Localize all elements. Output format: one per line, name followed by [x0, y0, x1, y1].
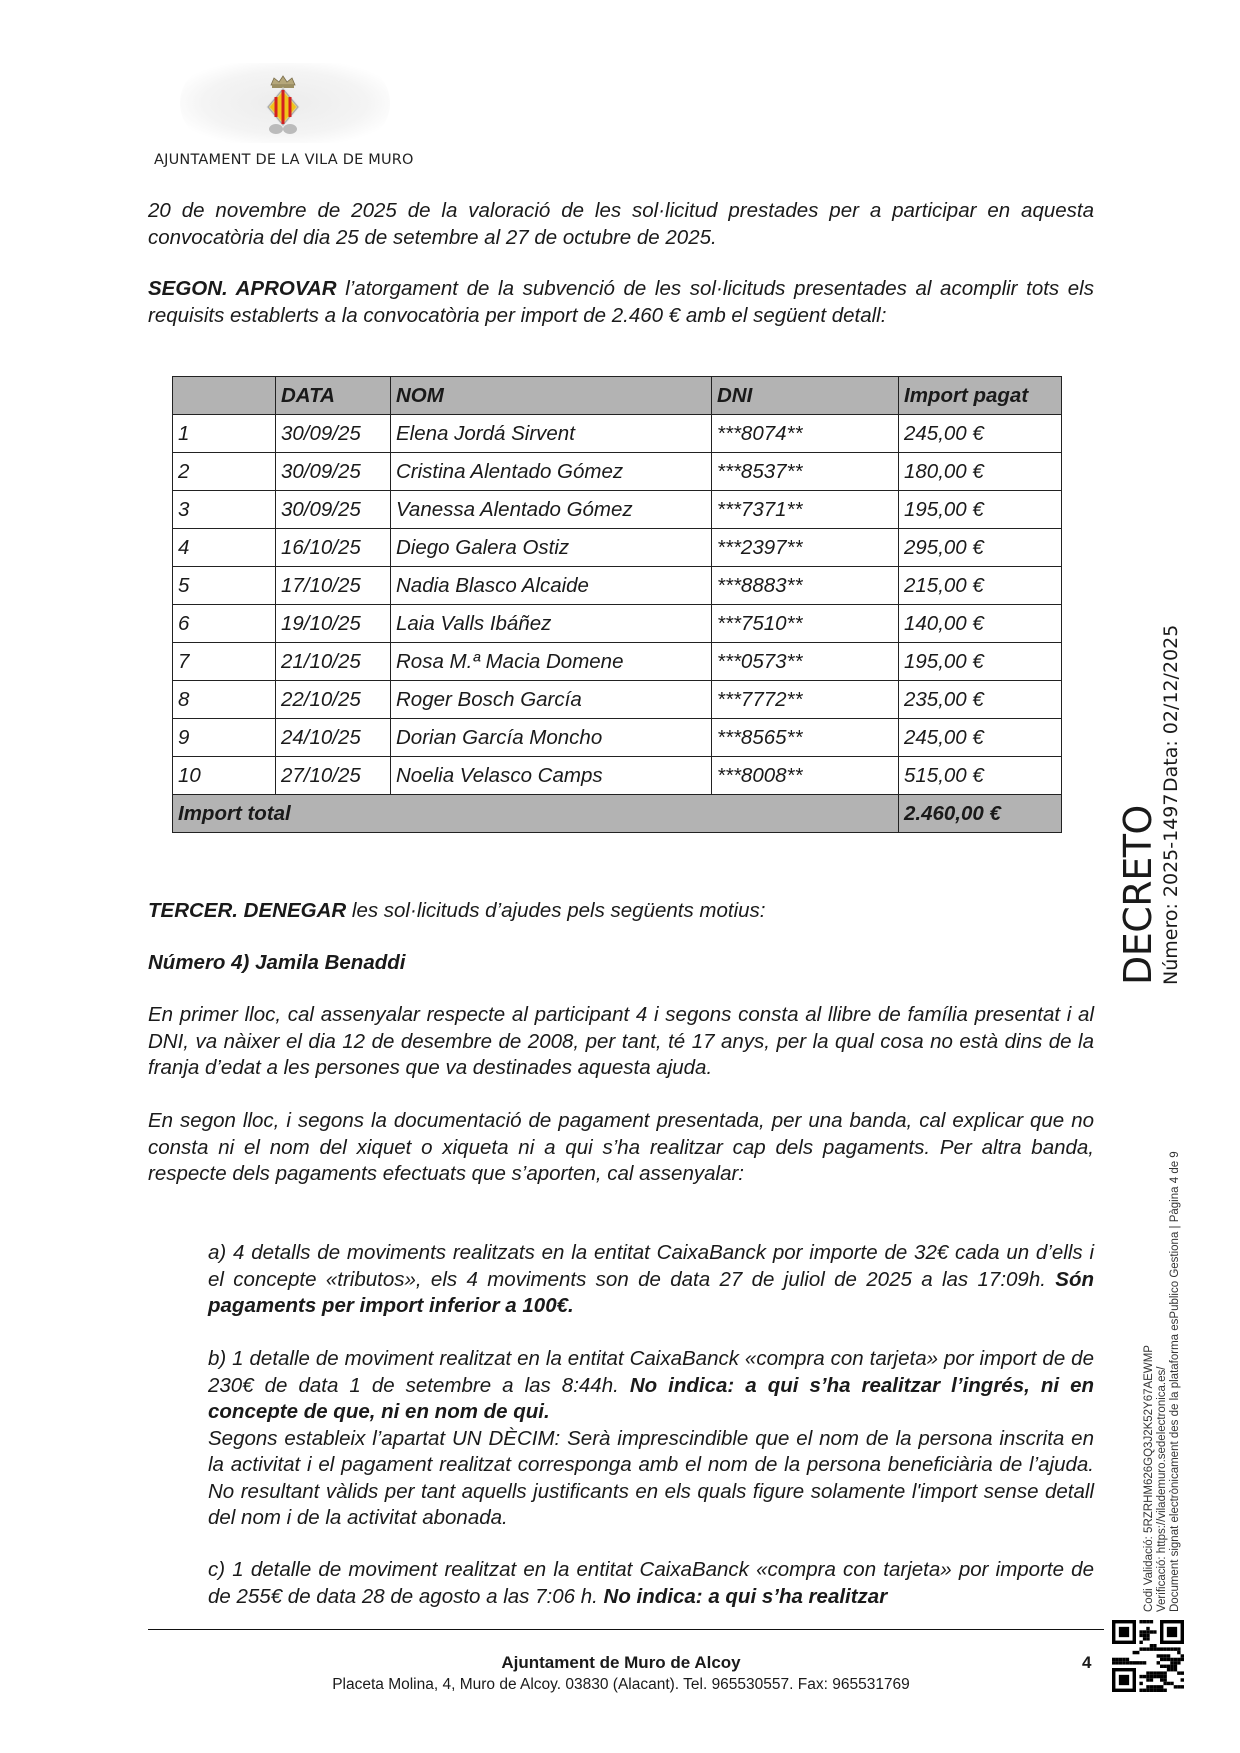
header-logo — [150, 55, 420, 170]
table-row — [173, 605, 1062, 643]
row-dni: ***8008** — [712, 757, 899, 795]
row-import: 515,00 € — [899, 757, 1062, 795]
row-name: Rosa M.ª Macia Domene — [391, 643, 712, 681]
item-b-text: b) 1 detalle de moviment realitzat en la entitat CaixaBanck «compra con tarjeta» por import de de 230€ de data 1 de setembre a las 8:44h. — [208, 1347, 1094, 1397]
row-index: 3 — [173, 491, 276, 529]
row-import: 295,00 € — [899, 529, 1062, 567]
coat-of-arms-icon — [262, 73, 304, 135]
item-a-bold: Són pagaments per import inferior a 100€. — [208, 1267, 1094, 1317]
row-index: 10 — [173, 757, 276, 795]
intro-paragraph: 20 de novembre de 2025 de la valoració de les sol·licitud prestades per a participar en aquesta convocatòria del dia 25 de setembre al 27 de octubre de 2025. — [148, 199, 1094, 249]
tercer-text: les sol·licituds d’ajudes pels següents motius: — [346, 899, 766, 922]
row-name: Elena Jordá Sirvent — [391, 415, 712, 453]
table-row — [173, 491, 1062, 529]
row-name: Vanessa Alentado Gómez — [391, 491, 712, 529]
col-header-import: Import pagat — [899, 377, 1062, 415]
footer-address: Placeta Molina, 4, Muro de Alcoy. 03830 (Alacant). Tel. 965530557. Fax: 965531769 — [332, 1676, 910, 1693]
row-date: 27/10/25 — [276, 757, 391, 795]
qr-code-icon[interactable] — [1112, 1620, 1184, 1692]
decreto-stamp-title: DECRETO — [1116, 805, 1160, 985]
col-header-nom: NOM — [391, 377, 712, 415]
numero-heading — [148, 950, 1094, 977]
row-date: 30/09/25 — [276, 415, 391, 453]
row-date: 17/10/25 — [276, 567, 391, 605]
table-row — [173, 643, 1062, 681]
table-row — [173, 415, 1062, 453]
table-total-row — [173, 795, 1062, 833]
row-date: 19/10/25 — [276, 605, 391, 643]
row-index: 4 — [173, 529, 276, 567]
validation-block — [1143, 1151, 1182, 1612]
row-date: 24/10/25 — [276, 719, 391, 757]
row-name: Laia Valls Ibáñez — [391, 605, 712, 643]
row-index: 2 — [173, 453, 276, 491]
validation-code: Codi Validació: 5RZRHM626GQ3J2K52Y67AEWMP — [1143, 1345, 1155, 1612]
tercer-paragraph — [148, 898, 1094, 925]
row-index: 5 — [173, 567, 276, 605]
item-a-text: a) 4 detalls de moviments realitzats en la entitat CaixaBanck por importe de 32€ cada un d’ells i el concepte «tributos», els 4 moviments son de data 27 de juliol de 2025 a las 17:09h. — [208, 1241, 1094, 1291]
table-row — [173, 529, 1062, 567]
decreto-number: Número: 2025-1497 — [1160, 793, 1182, 985]
row-name: Roger Bosch García — [391, 681, 712, 719]
col-header-data: DATA — [276, 377, 391, 415]
item-c — [208, 1557, 1094, 1610]
item-a — [208, 1240, 1094, 1320]
row-date: 21/10/25 — [276, 643, 391, 681]
col-header-dni: DNI — [712, 377, 899, 415]
table-row — [173, 719, 1062, 757]
row-dni: ***0573** — [712, 643, 899, 681]
item-c-text: c) 1 detalle de moviment realitzat en la entitat CaixaBanck «compra con tarjeta» por importe de de 255€ de data 28 de agosto a las 7:06 h. — [208, 1558, 1094, 1608]
row-dni: ***8074** — [712, 415, 899, 453]
row-import: 195,00 € — [899, 643, 1062, 681]
row-import: 245,00 € — [899, 719, 1062, 757]
row-name: Diego Galera Ostiz — [391, 529, 712, 567]
org-name: AJUNTAMENT DE LA VILA DE MURO — [154, 152, 414, 168]
item-c-bold: No indica: a qui s’ha realitzar — [603, 1584, 888, 1608]
verification-link[interactable]: Verificació: https://vilademuro.sedelectronica.es/ — [1156, 1366, 1168, 1612]
row-dni: ***7772** — [712, 681, 899, 719]
table-header-row — [173, 377, 1062, 415]
row-dni: ***8537** — [712, 453, 899, 491]
primer-lloc-paragraph: En primer lloc, cal assenyalar respecte al participant 4 i segons consta al llibre de família presentat i al DNI, va nàixer el dia 12 de desembre de 2008, per tant, té 17 anys, per la qual cosa no està dins de la franja d’edat a les persones que va destinades aquesta ajuda. — [148, 1003, 1094, 1079]
row-import: 235,00 € — [899, 681, 1062, 719]
page-number: 4 — [1082, 1653, 1092, 1672]
row-name: Noelia Velasco Camps — [391, 757, 712, 795]
grants-table — [172, 376, 1062, 833]
row-index: 9 — [173, 719, 276, 757]
row-import: 215,00 € — [899, 567, 1062, 605]
row-dni: ***8565** — [712, 719, 899, 757]
signature-note: Document signat electrònicament des de la plataforma esPublico Gestiona | Pàgina 4 de 9 — [1169, 1151, 1181, 1612]
row-import: 245,00 € — [899, 415, 1062, 453]
footer-title: Ajuntament de Muro de Alcoy — [501, 1653, 741, 1672]
row-dni: ***8883** — [712, 567, 899, 605]
row-dni: ***2397** — [712, 529, 899, 567]
row-date: 22/10/25 — [276, 681, 391, 719]
segon-text: l’atorgament de la subvenció de les sol·licituds presentades al acomplir tots els requisits establerts a la convocatòria per import de 2.460 € amb el següent detall: — [148, 277, 1094, 327]
row-name: Dorian García Moncho — [391, 719, 712, 757]
total-value: 2.460,00 € — [899, 795, 1062, 833]
row-date: 30/09/25 — [276, 453, 391, 491]
footer-divider — [148, 1629, 1104, 1630]
segon-paragraph — [148, 276, 1094, 329]
item-b — [208, 1346, 1094, 1532]
table-row — [173, 681, 1062, 719]
segon-lloc-paragraph: En segon lloc, i segons la documentació de pagament presentada, per una banda, cal explicar que no consta ni el nom del xiquet o xiqueta ni a qui s’ha realitzar cap dels pagaments. Per altra banda, respecte dels pagaments efectuats que s’aporten, cal assenyalar: — [148, 1109, 1094, 1185]
row-name: Cristina Alentado Gómez — [391, 453, 712, 491]
row-date: 16/10/25 — [276, 529, 391, 567]
segon-heading: SEGON. APROVAR — [148, 277, 337, 300]
row-import: 180,00 € — [899, 453, 1062, 491]
row-date: 30/09/25 — [276, 491, 391, 529]
row-index: 7 — [173, 643, 276, 681]
col-header-index — [173, 377, 276, 415]
item-b-extra: Segons estableix l’apartat UN DÈCIM: Serà imprescindible que el nom de la persona inscrita en la activitat i el pagament realitzat corresponga amb el nom de la persona beneficiària de l’ajuda. No resultant vàlids per tant aquells justificants en els quals figure solamente l'import sense detall del nom i de la activitat abonada. — [208, 1426, 1094, 1529]
row-import: 195,00 € — [899, 491, 1062, 529]
decreto-date: Data: 02/12/2025 — [1160, 624, 1182, 792]
row-import: 140,00 € — [899, 605, 1062, 643]
row-index: 8 — [173, 681, 276, 719]
row-name: Nadia Blasco Alcaide — [391, 567, 712, 605]
table-row — [173, 567, 1062, 605]
numero-heading-text: Número 4) Jamila Benaddi — [148, 951, 406, 974]
total-label: Import total — [173, 795, 899, 833]
item-b-bold: No indica: a qui s’ha realitzar l’ingrés, ni en concepte de que, ni en nom de qui. — [208, 1373, 1094, 1423]
row-dni: ***7510** — [712, 605, 899, 643]
tercer-heading: TERCER. DENEGAR — [148, 899, 347, 922]
table-row — [173, 757, 1062, 795]
row-dni: ***7371** — [712, 491, 899, 529]
row-index: 1 — [173, 415, 276, 453]
table-row — [173, 453, 1062, 491]
row-index: 6 — [173, 605, 276, 643]
